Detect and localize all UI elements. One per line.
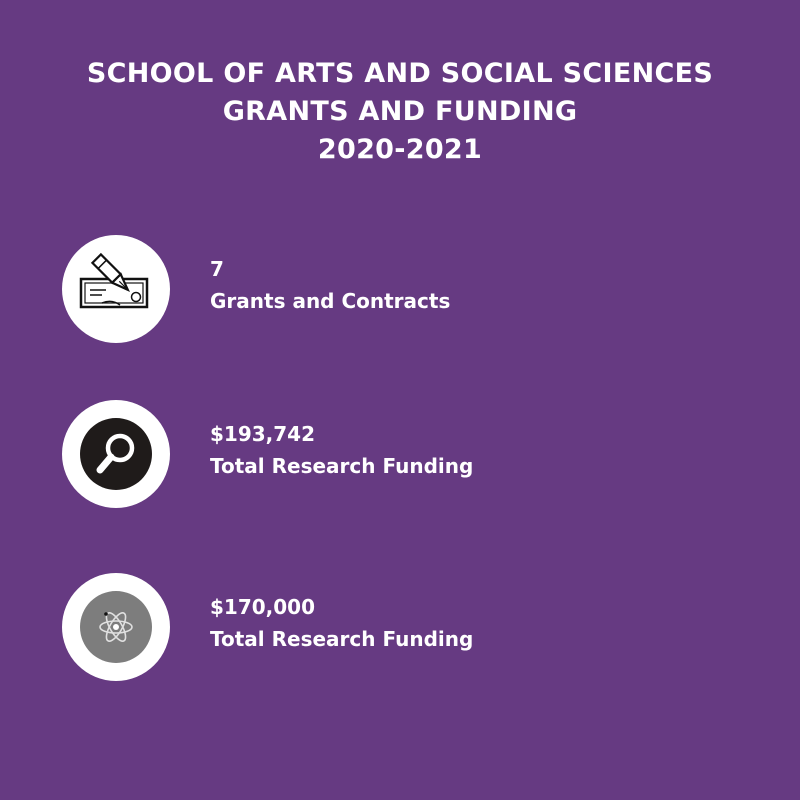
check-pen-icon [62,235,170,343]
stat-icon-circle [62,400,170,508]
stat-label: Total Research Funding [210,454,474,478]
stat-label: Grants and Contracts [210,289,451,313]
stat-text [210,591,473,655]
stat-icon-circle [62,573,170,681]
magnifier-icon [62,400,170,508]
title-line-3: 2020-2021 [317,134,483,165]
stat-grants [62,235,762,343]
stat-value: 7 [210,257,224,281]
stat-value: $193,742 [210,422,316,446]
page-title [0,55,800,169]
stat-text [210,418,473,482]
stat-total-funding-2 [62,573,762,681]
stat-text [210,253,450,317]
title-line-2: GRANTS AND FUNDING [222,96,578,127]
stat-label: Total Research Funding [210,627,474,651]
stat-value: $170,000 [210,595,316,619]
title-line-1: SCHOOL OF ARTS AND SOCIAL SCIENCES [86,58,714,89]
atom-icon [62,573,170,681]
stat-total-funding-1 [62,400,762,508]
stat-icon-circle [62,235,170,343]
